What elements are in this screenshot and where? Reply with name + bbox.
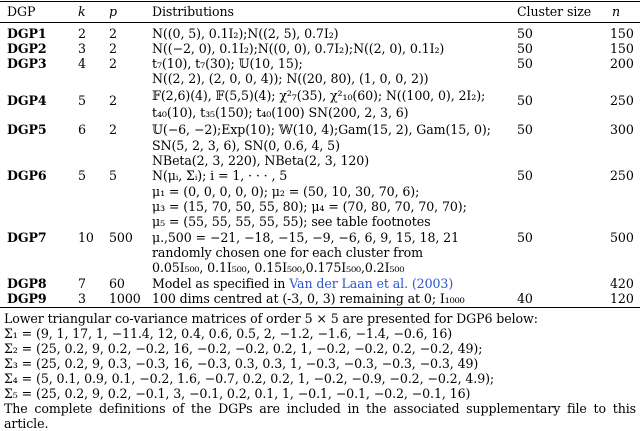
footnote-closing: The complete definitions of the DGPs are included in the associated supplementary file to this article. <box>4 401 636 431</box>
row-dgp4-cluster: 50 <box>517 93 533 108</box>
row-dgp1-name: DGP1 <box>7 26 47 41</box>
header-k: k <box>78 4 86 19</box>
row-dgp1-cluster: 50 <box>517 26 533 41</box>
row-dgp1-p: 2 <box>109 26 117 41</box>
footnote-sigma-1: Σ₁ = (9, 1, 17, 1, −11.4, 12, 0.4, 0.6, 0.5, 2, −1.2, −1.6, −1.4, −0.6, 16) <box>4 326 453 341</box>
footnote-sigma-4: Σ₄ = (5, 0.1, 0.9, 0.1, −0.2, 1.6, −0.7, 0.2, 0.2, 1, −0.2, −0.9, −0.2, −0.2, 4.9); <box>4 371 495 386</box>
row-dgp8-name: DGP8 <box>7 276 47 291</box>
row-dgp8-k: 7 <box>78 276 86 291</box>
row-dgp3-k: 4 <box>78 56 86 71</box>
row-dgp7-k: 10 <box>78 230 94 245</box>
row-dgp4-dist-0: 𝔽(2,6)(4), 𝔽(5,5)(4); χ²₇(35), χ²₁₀(60); N((100, 0), 2I₂); <box>152 88 486 103</box>
footnote-intro: Lower triangular co-variance matrices of order 5 × 5 are presented for DGP6 below: <box>4 311 538 326</box>
row-dgp7-p: 500 <box>109 230 133 245</box>
row-dgp5-cluster: 50 <box>517 122 533 137</box>
footnote-sigma-2: Σ₂ = (25, 0.2, 9, 0.2, −0.2, 16, −0.2, −0.2, 0.2, 1, −0.2, −0.2, 0.2, −0.2, 49); <box>4 341 483 356</box>
row-dgp6-dist-3: μ₅ = (55, 55, 55, 55, 55); see table footnotes <box>152 214 431 229</box>
header-rule <box>0 22 640 23</box>
row-dgp2-cluster: 50 <box>517 41 533 56</box>
row-dgp2-k: 3 <box>78 41 86 56</box>
row-dgp5-dist-2: NBeta(2, 3, 220), NBeta(2, 3, 120) <box>152 153 370 168</box>
citation-link[interactable]: Van der Laan et al. (2003) <box>289 276 454 291</box>
row-dgp3-name: DGP3 <box>7 56 47 71</box>
row-dgp4-name: DGP4 <box>7 93 47 108</box>
row-dgp6-dist-1: μ₁ = (0, 0, 0, 0, 0); μ₂ = (50, 10, 30, 70, 6); <box>152 184 420 199</box>
row-dgp2-n: 150 <box>610 41 634 56</box>
row-dgp4-dist-1: t₄₀(10), t₃₅(150); t₄₀(100) SN(200, 2, 3, 6) <box>152 105 409 120</box>
row-dgp6-n: 250 <box>610 168 634 183</box>
header-distributions: Distributions <box>152 4 234 19</box>
row-dgp3-cluster: 50 <box>517 56 533 71</box>
row-dgp3-n: 200 <box>610 56 634 71</box>
header-n: n <box>612 4 621 19</box>
row-dgp2-name: DGP2 <box>7 41 47 56</box>
row-dgp6-dist-2: μ₃ = (15, 70, 50, 55, 80); μ₄ = (70, 80, 70, 70, 70); <box>152 199 467 214</box>
row-dgp4-k: 5 <box>78 93 86 108</box>
row-dgp2-p: 2 <box>109 41 117 56</box>
row-dgp9-k: 3 <box>78 291 86 306</box>
footnote-sigma-3: Σ₃ = (25, 0.2, 9, 0.3, −0.3, 16, −0.3, 0.3, 0.3, 1, −0.3, −0.3, −0.3, −0.3, 49) <box>4 356 479 371</box>
row-dgp1-dist-0: N((0, 5), 0.1I₂);N((2, 5), 0.7I₂) <box>152 26 339 41</box>
row-dgp4-n: 250 <box>610 93 634 108</box>
row-dgp6-cluster: 50 <box>517 168 533 183</box>
row-dgp7-dist-1: randomly chosen one for each cluster from <box>152 245 423 260</box>
row-dgp6-k: 5 <box>78 168 86 183</box>
row-dgp7-dist-0: μ.,500 = −21, −18, −15, −9, −6, 6, 9, 15, 18, 21 <box>152 230 460 245</box>
row-dgp9-n: 120 <box>610 291 634 306</box>
row-dgp2-dist-0: N((−2, 0), 0.1I₂);N((0, 0), 0.7I₂);N((2, 0), 0.1I₂) <box>152 41 445 56</box>
header-dgp: DGP <box>7 4 36 19</box>
row-dgp9-p: 1000 <box>109 291 141 306</box>
row-dgp8-p: 60 <box>109 276 125 291</box>
row-dgp5-k: 6 <box>78 122 86 137</box>
row-dgp5-n: 300 <box>610 122 634 137</box>
row-dgp5-dist-0: 𝕌(−6, −2);Exp(10); 𝕎(10, 4);Gam(15, 2), Gam(15, 0); <box>152 122 491 137</box>
row-dgp3-p: 2 <box>109 56 117 71</box>
row-dgp3-dist-0: t₇(10), t₇(30); 𝕌(10, 15); <box>152 56 303 71</box>
row-dgp3-dist-1: N((2, 2), (2, 0, 0, 4)); N((20, 80), (1, 0, 0, 2)) <box>152 71 429 86</box>
row-dgp5-dist-1: SN(5, 2, 3, 6), SN(0, 0.6, 4, 5) <box>152 138 340 153</box>
row-dgp7-cluster: 50 <box>517 230 533 245</box>
row-dgp1-k: 2 <box>78 26 86 41</box>
row-dgp9-name: DGP9 <box>7 291 47 306</box>
row-dgp8-dist-text: Model as specified in <box>152 276 290 291</box>
row-dgp6-name: DGP6 <box>7 168 47 183</box>
row-dgp9-cluster: 40 <box>517 291 533 306</box>
footnote-sigma-5: Σ₅ = (25, 0.2, 9, 0.2, −0.1, 3, −0.1, 0.2, 0.1, 1, −0.1, −0.1, −0.2, −0.1, 16) <box>4 386 471 401</box>
row-dgp5-p: 2 <box>109 122 117 137</box>
row-dgp6-dist-0: N(μᵢ, Σᵢ); i = 1, · · · , 5 <box>152 168 288 183</box>
row-dgp4-p: 2 <box>109 93 117 108</box>
row-dgp8-n: 420 <box>610 276 634 291</box>
bottom-rule <box>0 307 640 308</box>
row-dgp7-name: DGP7 <box>7 230 47 245</box>
header-cluster-size: Cluster size <box>517 4 592 19</box>
row-dgp8-dist-0 <box>152 276 453 291</box>
row-dgp7-dist-2: 0.05I₅₀₀, 0.1I₅₀₀, 0.15I₅₀₀,0.175I₅₀₀,0.2I₅₀₀ <box>152 260 405 275</box>
header-p: p <box>109 4 117 19</box>
row-dgp6-p: 5 <box>109 168 117 183</box>
row-dgp5-name: DGP5 <box>7 122 47 137</box>
row-dgp1-n: 150 <box>610 26 634 41</box>
row-dgp9-dist-0: 100 dims centred at (-3, 0, 3) remaining at 0; I₁₀₀₀ <box>152 291 465 306</box>
row-dgp7-n: 500 <box>610 230 634 245</box>
top-rule <box>0 1 640 2</box>
